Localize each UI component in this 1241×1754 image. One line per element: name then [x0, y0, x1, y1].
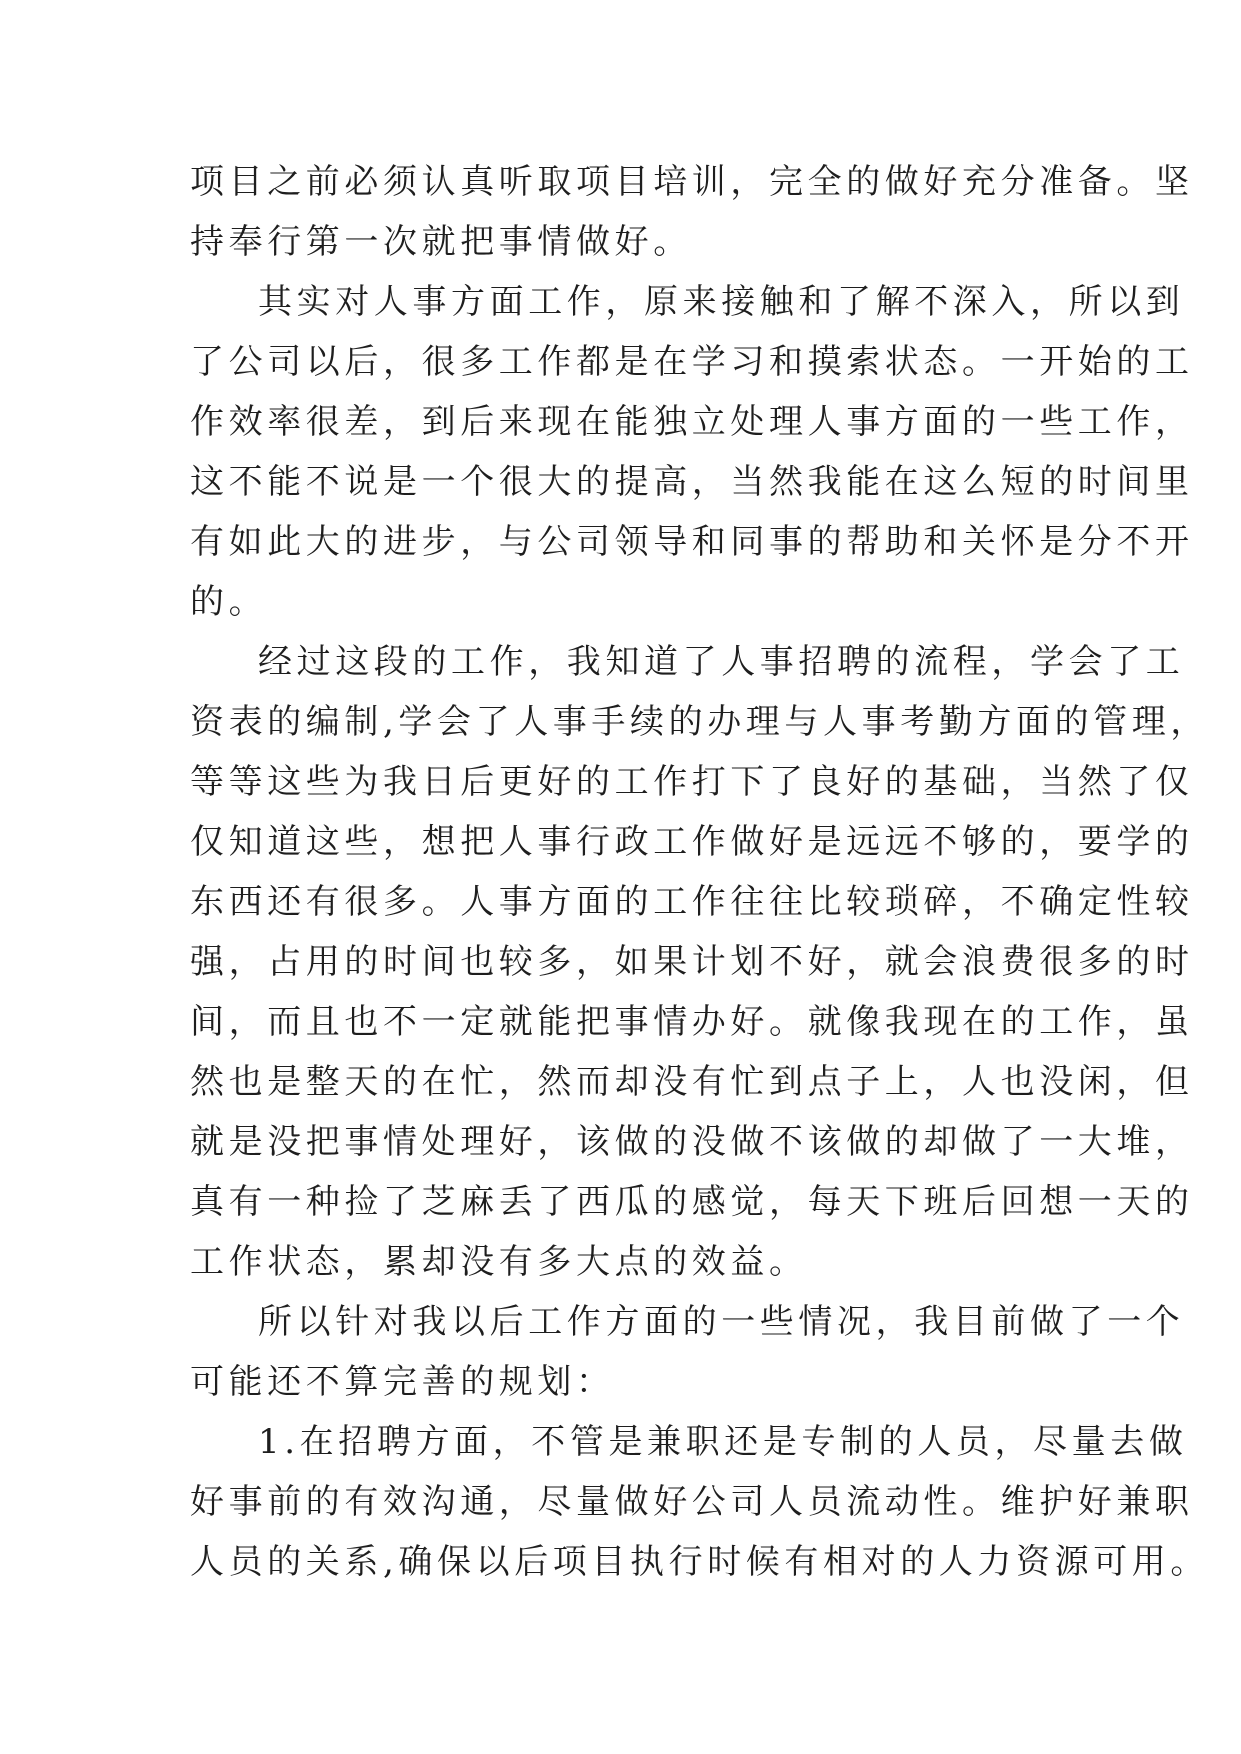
- paragraph-line: 真有一种捡了芝麻丢了西瓜的感觉，每天下班后回想一天的: [190, 1182, 1194, 1222]
- paragraph-line: 所以针对我以后工作方面的一些情况，我目前做了一个: [258, 1302, 1185, 1342]
- paragraph-line: 这不能不说是一个很大的提高，当然我能在这么短的时间里: [190, 462, 1194, 502]
- paragraph-line: 经过这段的工作，我知道了人事招聘的流程，学会了工: [258, 642, 1185, 682]
- paragraph-line: 东西还有很多。人事方面的工作往往比较琐碎，不确定性较: [190, 882, 1194, 922]
- paragraph-line: 强，占用的时间也较多，如果计划不好，就会浪费很多的时: [190, 942, 1194, 982]
- paragraph-line: 人员的关系,确保以后项目执行时候有相对的人力资源可用。: [190, 1542, 1210, 1582]
- paragraph-line: 间，而且也不一定就能把事情办好。就像我现在的工作，虽: [190, 1002, 1194, 1042]
- paragraph-line: 就是没把事情处理好，该做的没做不该做的却做了一大堆，: [190, 1122, 1194, 1162]
- paragraph-line: 资表的编制,学会了人事手续的办理与人事考勤方面的管理，: [190, 702, 1210, 742]
- paragraph-line: 工作状态，累却没有多大点的效益。: [190, 1242, 808, 1282]
- paragraph-line: 了公司以后，很多工作都是在学习和摸索状态。一开始的工: [190, 342, 1194, 382]
- paragraph-line: 持奉行第一次就把事情做好。: [190, 222, 692, 262]
- paragraph-line: 等等这些为我日后更好的工作打下了良好的基础，当然了仅: [190, 762, 1194, 802]
- paragraph-line: 仅知道这些，想把人事行政工作做好是远远不够的，要学的: [190, 822, 1194, 862]
- paragraph-line: 项目之前必须认真听取项目培训，完全的做好充分准备。坚: [190, 162, 1194, 202]
- paragraph-line: 作效率很差，到后来现在能独立处理人事方面的一些工作，: [190, 402, 1194, 442]
- paragraph-line: 好事前的有效沟通，尽量做好公司人员流动性。维护好兼职: [190, 1482, 1194, 1522]
- paragraph-line: 有如此大的进步，与公司领导和同事的帮助和关怀是分不开: [190, 522, 1194, 562]
- paragraph-line: 可能还不算完善的规划：: [190, 1362, 615, 1402]
- paragraph-line: 1.在招聘方面，不管是兼职还是专制的人员，尽量去做: [258, 1422, 1188, 1462]
- paragraph-line: 然也是整天的在忙，然而却没有忙到点子上，人也没闲，但: [190, 1062, 1194, 1102]
- paragraph-line: 其实对人事方面工作，原来接触和了解不深入，所以到: [258, 282, 1185, 322]
- paragraph-line: 的。: [190, 582, 268, 622]
